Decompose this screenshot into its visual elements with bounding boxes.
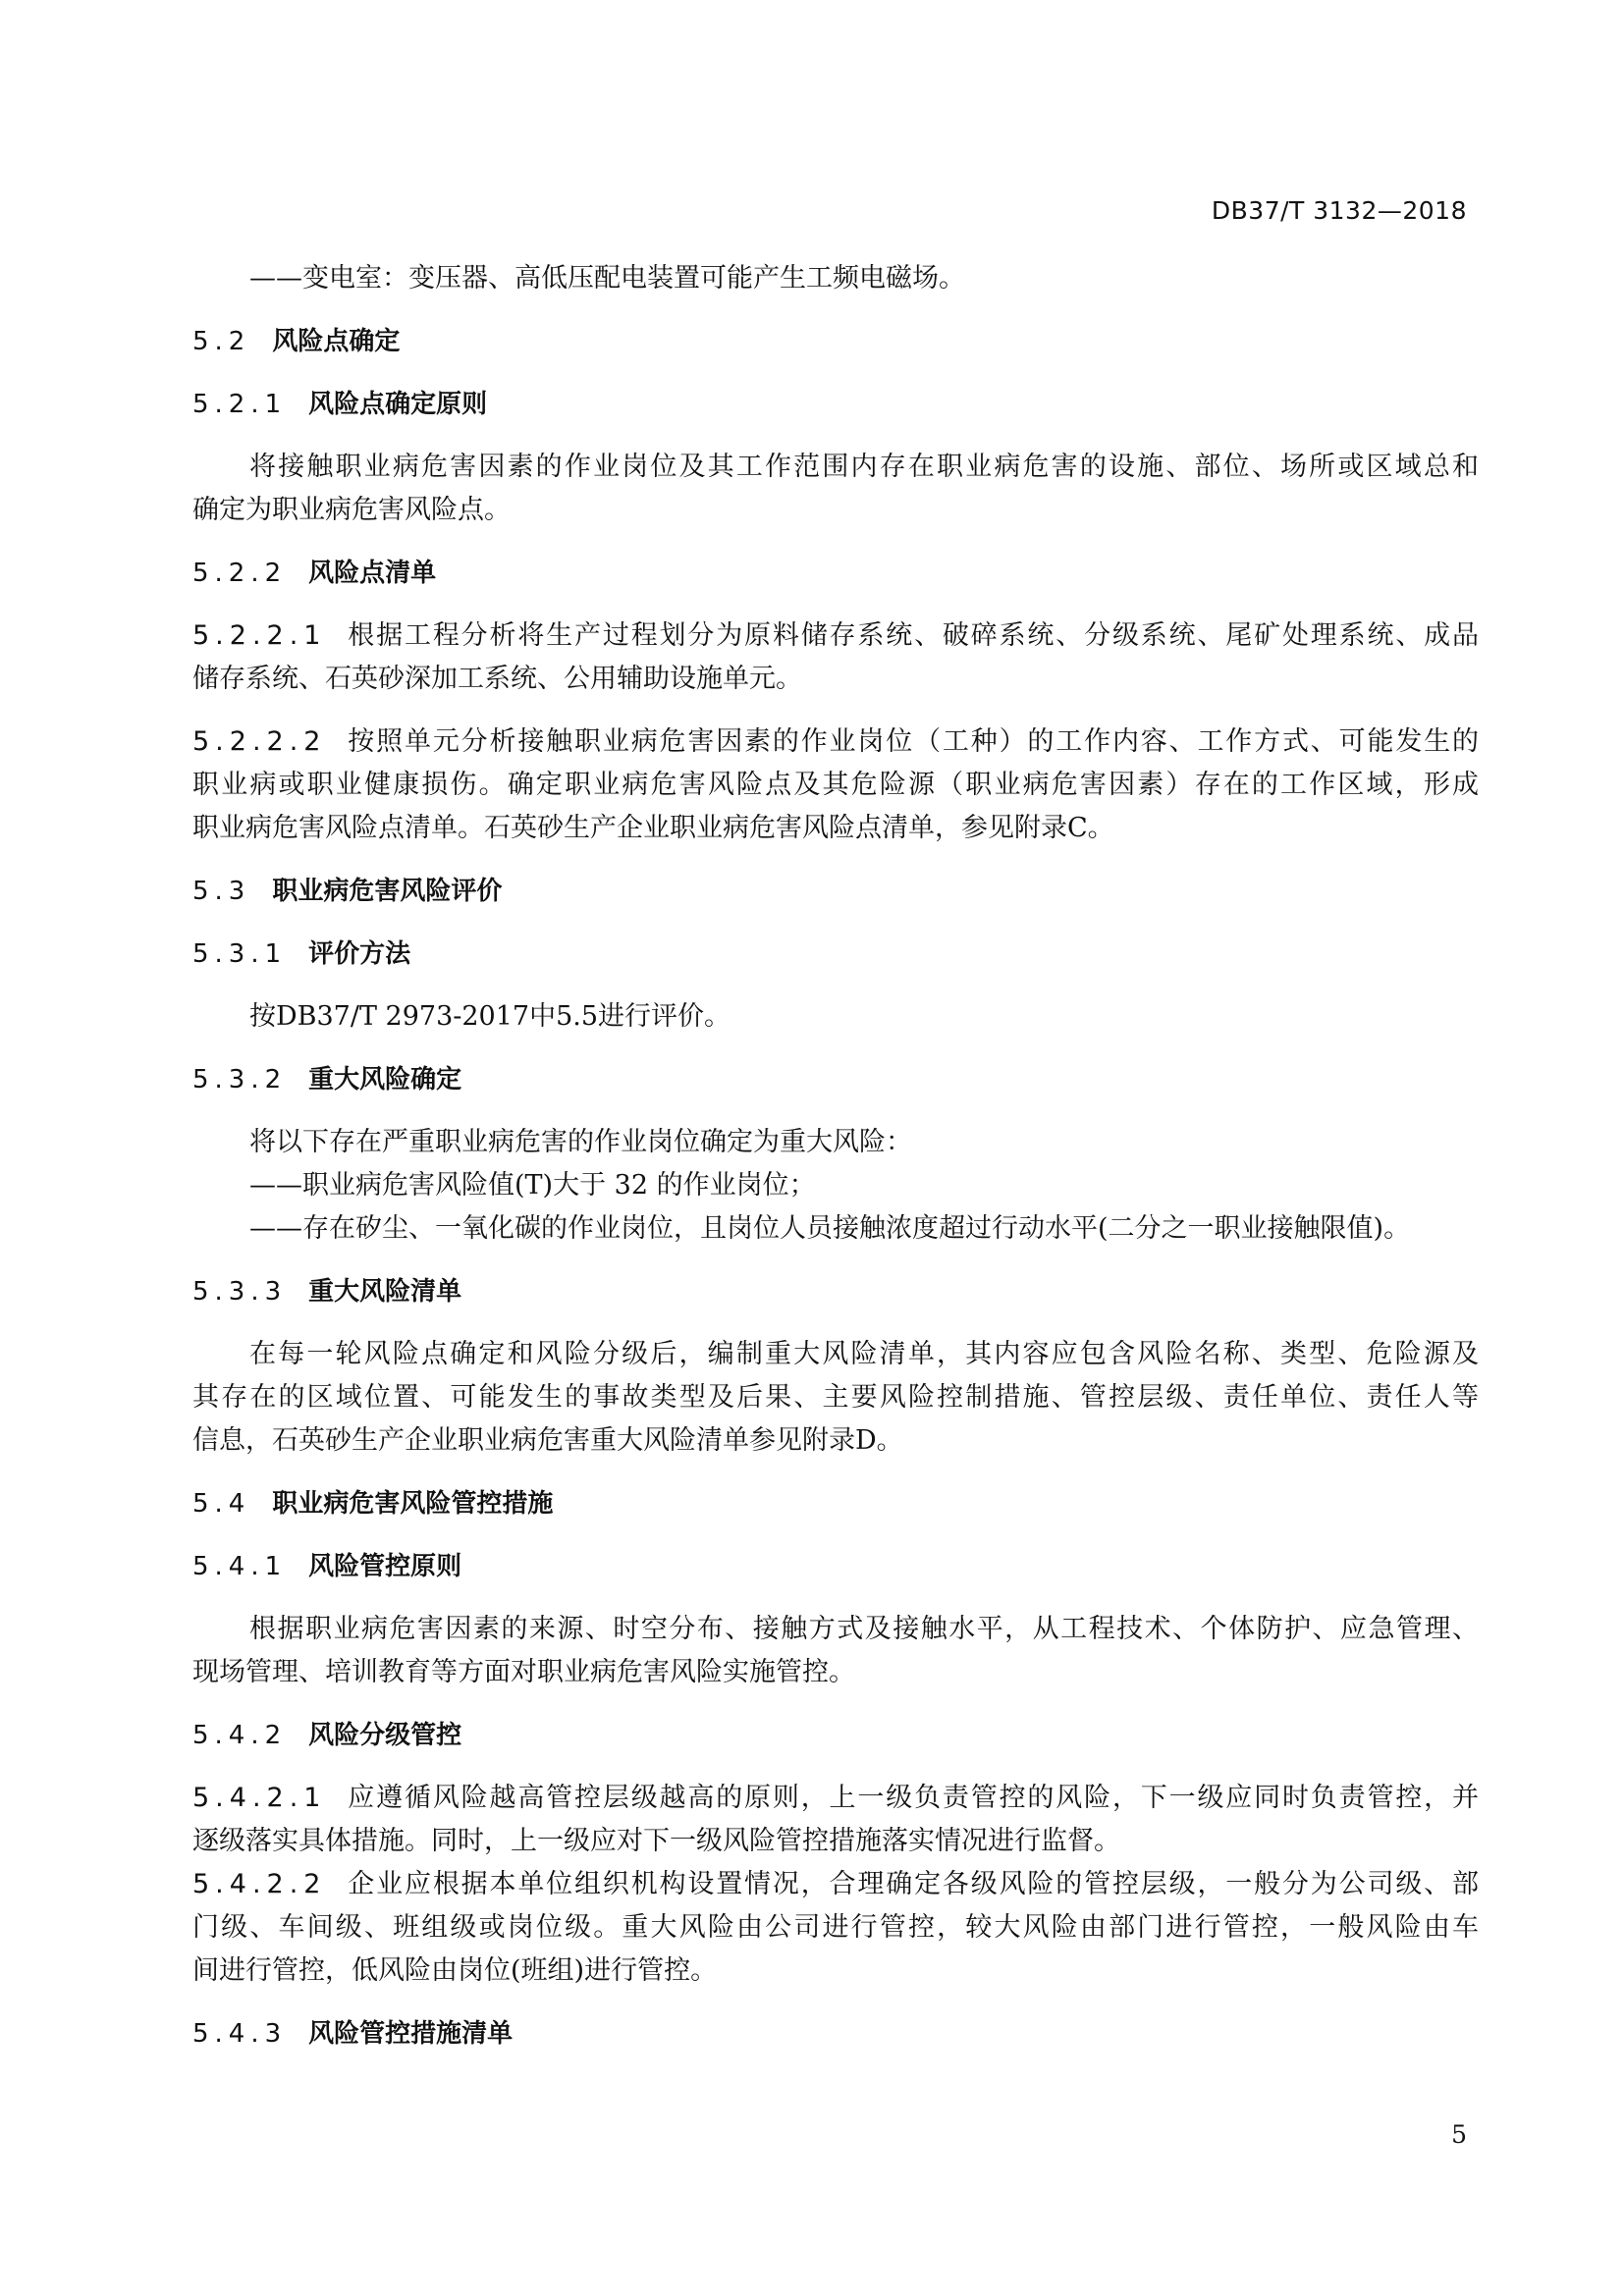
section-title: 风险点确定原则 <box>308 390 488 419</box>
body-text: 按照单元分析接触职业病危害因素的作业岗位（工种）的工作内容、工作方式、可能发生的 <box>346 726 1479 757</box>
body-text: 企业应根据本单位组织机构设置情况，合理确定各级风险的管控层级，一般分为公司级、部 <box>346 1869 1479 1899</box>
body-text: 应遵循风险越高管控层级越高的原则，上一级负责管控的风险，下一级应同时负责管控，并 <box>346 1783 1479 1813</box>
body-text: 按DB37/T 2973-2017中5.5进行评价。 <box>249 1001 731 1032</box>
section-title: 风险管控措施清单 <box>308 2019 514 2049</box>
body-text: 根据工程分析将生产过程划分为原料储存系统、破碎系统、分级系统、尾矿处理系统、成品 <box>346 620 1479 651</box>
body-text: 信息，石英砂生产企业职业病危害重大风险清单参见附录D。 <box>192 1425 903 1456</box>
section-title: 重大风险清单 <box>308 1277 462 1307</box>
section-title: 重大风险确定 <box>308 1065 462 1095</box>
section-heading-5-2 <box>192 320 1479 363</box>
section-title: 评价方法 <box>308 939 411 969</box>
body-text: 职业病或职业健康损伤。确定职业病危害风险点及其危险源（职业病危害因素）存在的工作区域，形成 <box>192 770 1479 800</box>
section-number: 5.4.1 <box>192 1552 288 1581</box>
section-number: 5.2.1 <box>192 390 288 419</box>
section-number: 5.2.2 <box>192 559 288 588</box>
body-text: 确定为职业病危害风险点。 <box>192 495 511 525</box>
section-title: 风险分级管控 <box>308 1721 462 1750</box>
document-code: DB37/T 3132—2018 <box>1211 196 1467 225</box>
section-title: 风险点清单 <box>308 559 437 588</box>
clause-number: 5.2.2.2 <box>192 726 327 757</box>
clause-5-4-2-1 <box>192 1777 1479 1820</box>
body-text: 在每一轮风险点确定和风险分级后，编制重大风险清单，其内容应包含风险名称、类型、危险源及 <box>249 1339 1479 1369</box>
clause-5-2-2-2 <box>192 721 1479 764</box>
section-heading-5-2-1 <box>192 383 1479 426</box>
body-text: ——存在矽尘、一氧化碳的作业岗位，且岗位人员接触浓度超过行动水平(二分之一职业接触限值)。 <box>249 1213 1411 1244</box>
page-number: 5 <box>1451 2120 1467 2149</box>
section-number: 5.4.2 <box>192 1721 288 1750</box>
clause-number: 5.2.2.1 <box>192 620 327 651</box>
section-heading-5-3-2 <box>192 1058 1479 1101</box>
body-text: 将接触职业病危害因素的作业岗位及其工作范围内存在职业病危害的设施、部位、场所或区域总和 <box>249 452 1479 482</box>
body-text: ——变电室：变压器、高低压配电装置可能产生工频电磁场。 <box>249 263 965 294</box>
document-body <box>192 257 1479 2056</box>
section-title: 职业病危害风险管控措施 <box>272 1489 554 1519</box>
clause-number: 5.4.2.1 <box>192 1783 327 1813</box>
section-heading-5-3-1 <box>192 933 1479 976</box>
body-text: 职业病危害风险点清单。石英砂生产企业职业病危害风险点清单，参见附录C。 <box>192 813 1114 843</box>
section-heading-5-3-3 <box>192 1270 1479 1313</box>
section-heading-5-3 <box>192 870 1479 913</box>
section-heading-5-2-2 <box>192 552 1479 595</box>
body-text: 间进行管控，低风险由岗位(班组)进行管控。 <box>192 1955 718 1986</box>
section-heading-5-4-1 <box>192 1545 1479 1588</box>
body-text: 其存在的区域位置、可能发生的事故类型及后果、主要风险控制措施、管控层级、责任单位、责任人等 <box>192 1382 1479 1413</box>
body-text: 根据职业病危害因素的来源、时空分布、接触方式及接触水平，从工程技术、个体防护、应急管理、 <box>249 1614 1479 1644</box>
body-text: 储存系统、石英砂深加工系统、公用辅助设施单元。 <box>192 664 802 694</box>
section-title: 风险点确定 <box>272 327 401 356</box>
body-text: 将以下存在严重职业病危害的作业岗位确定为重大风险： <box>249 1127 912 1157</box>
section-number: 5.3.3 <box>192 1277 288 1307</box>
section-number: 5.3.1 <box>192 939 288 969</box>
section-number: 5.4 <box>192 1489 251 1519</box>
section-title: 风险管控原则 <box>308 1552 462 1581</box>
section-number: 5.4.3 <box>192 2019 288 2049</box>
clause-5-2-2-1 <box>192 614 1479 658</box>
body-text: ——职业病危害风险值(T)大于 32 的作业岗位； <box>249 1170 816 1201</box>
section-heading-5-4-2 <box>192 1714 1479 1757</box>
section-number: 5.3 <box>192 877 251 906</box>
clause-number: 5.4.2.2 <box>192 1869 327 1899</box>
section-heading-5-4-3 <box>192 2012 1479 2056</box>
section-title: 职业病危害风险评价 <box>272 877 503 906</box>
section-number: 5.3.2 <box>192 1065 288 1095</box>
section-heading-5-4 <box>192 1482 1479 1525</box>
body-text: 逐级落实具体措施。同时，上一级应对下一级风险管控措施落实情况进行监督。 <box>192 1826 1120 1856</box>
body-text: 现场管理、培训教育等方面对职业病危害风险实施管控。 <box>192 1657 855 1687</box>
body-text: 门级、车间级、班组级或岗位级。重大风险由公司进行管控，较大风险由部门进行管控，一般风险由车 <box>192 1912 1479 1943</box>
section-number: 5.2 <box>192 327 251 356</box>
clause-5-4-2-2 <box>192 1863 1479 1906</box>
